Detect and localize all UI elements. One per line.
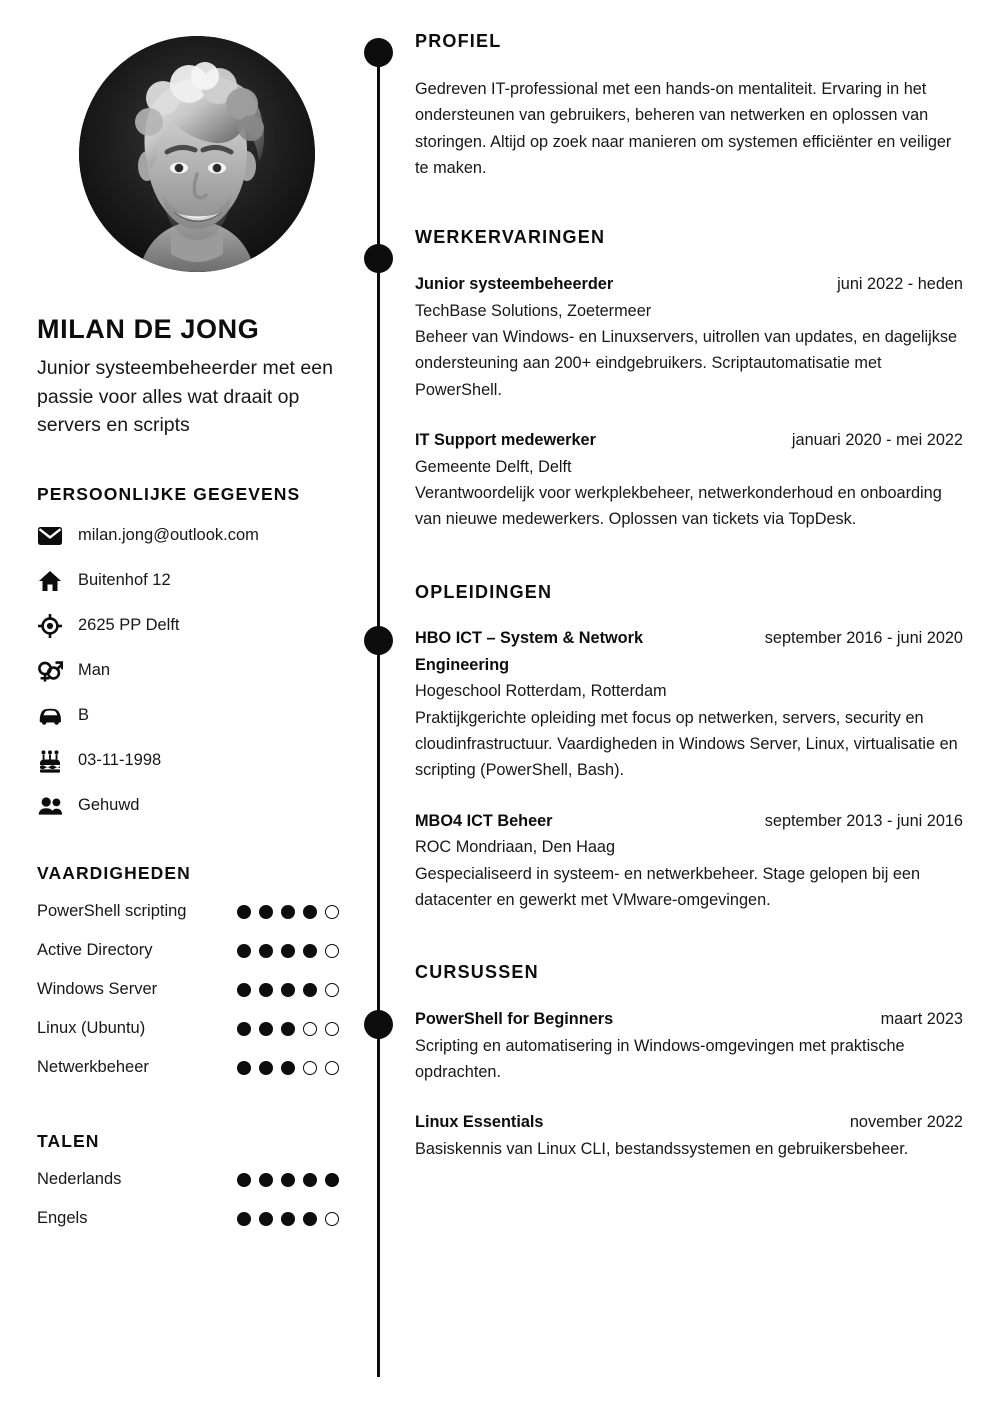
experience-description: Verantwoordelijk voor werkplekbeheer, netwerkonderhoud en onboarding van nieuwe medewerkers. Oplossen van tickets via TopDesk. (415, 483, 942, 529)
skill-rating (237, 1061, 340, 1075)
section-heading-opleidingen: OPLEIDINGEN (415, 581, 553, 602)
course-name: PowerShell for Beginners (415, 1010, 614, 1029)
experience-entry (415, 271, 963, 403)
timeline-bullet-opleidingen (364, 626, 393, 655)
experience-entry-head (415, 271, 963, 297)
gender-icon (37, 659, 63, 683)
experience-date: juni 2022 - heden (837, 275, 963, 294)
profile-text: Gedreven IT-professional met een hands-on mentaliteit. Ervaring in het ondersteunen van gebruikers, beheren van netwerken en oplossen van storingen. Altijd op zoek naar manieren om systemen efficiënter en veiliger te maken. (415, 79, 952, 177)
skills-list (37, 892, 340, 1087)
course-entry-head (415, 1006, 963, 1032)
experience-role: Junior systeembeheerder (415, 275, 614, 294)
education-date: september 2013 - juni 2016 (764, 811, 963, 830)
timeline-bullet-cursussen (364, 1010, 393, 1039)
experience-date: januari 2020 - mei 2022 (791, 431, 963, 450)
section-heading-werkervaringen: WERKERVARINGEN (415, 227, 606, 248)
main-content (415, 0, 963, 1162)
contact-row-email (37, 521, 340, 551)
home-icon (37, 569, 63, 593)
course-entry-head (415, 1109, 963, 1135)
contact-value-birthdate: 03-11-1998 (78, 751, 162, 770)
skill-label: Active Directory (37, 941, 153, 960)
education-entry-head (415, 808, 963, 834)
education-program: HBO ICT – System & Network Engineering (415, 629, 643, 674)
course-name: Linux Essentials (415, 1113, 544, 1132)
section-werkervaringen (415, 228, 963, 532)
experience-role: IT Support medewerker (415, 431, 596, 450)
section-heading-cursussen: CURSUSSEN (415, 962, 539, 983)
education-school: Hogeschool Rotterdam, Rotterdam (415, 682, 667, 701)
contact-value-gender: Man (78, 661, 111, 680)
education-date: september 2016 - juni 2020 (764, 629, 963, 648)
skill-row (37, 970, 340, 1009)
language-label: Engels (37, 1209, 88, 1228)
avatar (79, 36, 315, 272)
skill-row (37, 1009, 340, 1048)
contact-value-address: Buitenhof 12 (78, 571, 171, 590)
contact-value-email: milan.jong@outlook.com (78, 526, 259, 545)
contact-value-driving-licence: B (78, 706, 90, 725)
contact-row-address (37, 566, 340, 596)
education-school: ROC Mondriaan, Den Haag (415, 838, 615, 857)
education-program: MBO4 ICT Beheer (415, 811, 553, 830)
contact-row-birthdate (37, 746, 340, 776)
skill-rating (237, 905, 340, 919)
personal-details-heading: PERSOONLIJKE GEGEVENS (37, 484, 301, 505)
course-date: maart 2023 (880, 1010, 963, 1029)
skill-label: Netwerkbeheer (37, 1058, 149, 1077)
contact-row-driving-licence (37, 701, 340, 731)
section-profiel (415, 32, 963, 181)
experience-entry-head (415, 427, 963, 453)
skill-rating (237, 944, 340, 958)
education-description: Praktijkgerichte opleiding met focus op netwerken, servers, security en cloudinfrastructuur. Vaardigheden in Windows Server, Linux, virtualisatie en scripting (PowerShell, Bash). (415, 708, 958, 780)
skill-row (37, 931, 340, 970)
car-icon (37, 704, 63, 728)
course-description: Basiskennis van Linux CLI, bestandssystemen en gebruikersbeheer. (415, 1139, 909, 1158)
location-pin-icon (37, 614, 63, 638)
skill-rating (237, 983, 340, 997)
education-entry (415, 625, 963, 783)
timeline-bullet-profiel (364, 38, 393, 67)
birthday-cake-icon (37, 749, 63, 773)
course-description: Scripting en automatisering in Windows-omgevingen met praktische opdrachten. (415, 1036, 905, 1081)
course-entry (415, 1006, 963, 1085)
contact-value-postal: 2625 PP Delft (78, 616, 180, 635)
skill-label: Linux (Ubuntu) (37, 1019, 146, 1038)
skill-row (37, 892, 340, 931)
language-row (37, 1199, 340, 1238)
experience-entry (415, 427, 963, 533)
education-description: Gespecialiseerd in systeem- en netwerkbeheer. Stage gelopen bij een datacenter en gewerkt met VMware-omgevingen. (415, 864, 921, 909)
people-icon (37, 794, 63, 818)
experience-description: Beheer van Windows- en Linuxservers, uitrollen van updates, en dagelijkse ondersteuning aan 200+ eindgebruikers. Scriptautomatisatie met PowerShell. (415, 327, 958, 399)
languages-list (37, 1160, 340, 1238)
experience-employer: Gemeente Delft, Delft (415, 457, 572, 476)
contact-row-gender (37, 656, 340, 686)
course-entry (415, 1109, 963, 1162)
skill-label: Windows Server (37, 980, 158, 999)
course-date: november 2022 (849, 1113, 963, 1132)
experience-employer: TechBase Solutions, Zoetermeer (415, 301, 652, 320)
languages-heading: TALEN (37, 1131, 100, 1152)
language-rating (237, 1173, 340, 1187)
education-entry (415, 808, 963, 914)
envelope-icon (37, 524, 63, 548)
contact-row-postal (37, 611, 340, 641)
page-title: MILAN DE JONG (37, 314, 260, 344)
skills-heading: VAARDIGHEDEN (37, 863, 191, 884)
profile-tagline: Junior systeembeheerder met een passie voor alles wat draait op servers en scripts (37, 357, 333, 437)
skill-label: PowerShell scripting (37, 902, 187, 921)
skill-row (37, 1048, 340, 1087)
skill-rating (237, 1022, 340, 1036)
section-opleidingen (415, 583, 963, 914)
timeline-bullet-werkervaringen (364, 244, 393, 273)
language-rating (237, 1212, 340, 1226)
section-cursussen (415, 963, 963, 1162)
section-heading-profiel: PROFIEL (415, 31, 502, 51)
contact-value-marital-status: Gehuwd (78, 796, 140, 815)
language-row (37, 1160, 340, 1199)
sidebar (0, 0, 360, 1238)
education-entry-head (415, 625, 963, 678)
language-label: Nederlands (37, 1170, 122, 1189)
contact-row-marital-status (37, 791, 340, 821)
